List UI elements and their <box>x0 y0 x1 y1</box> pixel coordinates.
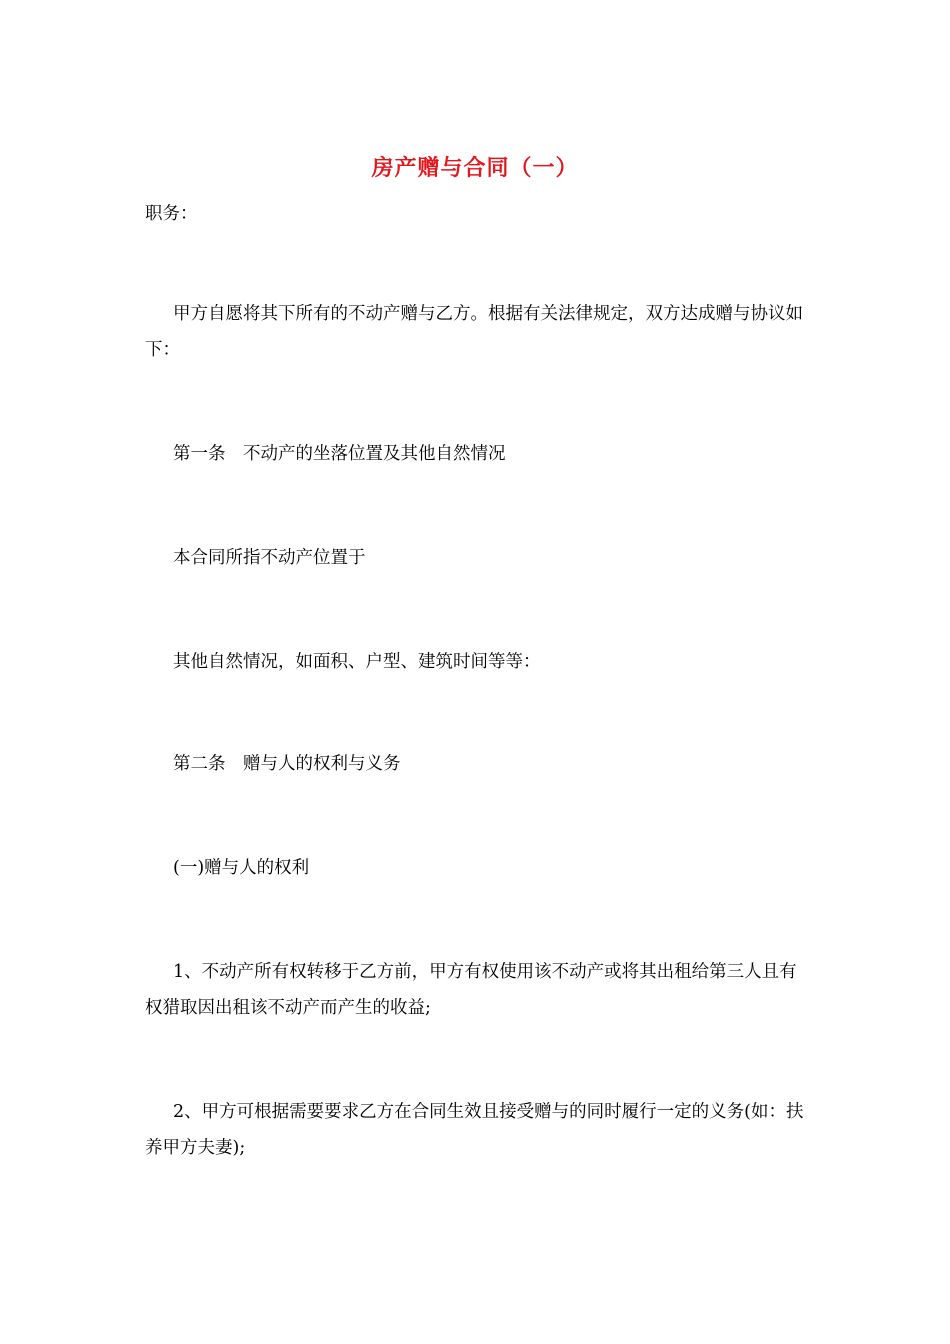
article-two-heading: 第二条 赠与人的权利与义务 <box>173 754 401 774</box>
section-donor-rights-heading: (一)赠与人的权利 <box>173 858 310 878</box>
clause-item-1: 1、不动产所有权转移于乙方前，甲方有权使用该不动产或将其出租给第三人且有权猎取因出租该不动产而产生的收益; <box>145 962 797 1018</box>
document-title: 房产赠与合同（一） <box>371 155 579 181</box>
clause-item-2: 2、甲方可根据需要要求乙方在合同生效且接受赠与的同时履行一定的义务(如：扶养甲方夫妻); <box>145 1102 804 1158</box>
article-one-heading: 第一条 不动产的坐落位置及其他自然情况 <box>173 444 506 464</box>
paragraph-location: 本合同所指不动产位置于 <box>173 548 366 568</box>
paragraph-position: 职务： <box>145 204 198 224</box>
paragraph-intro: 甲方自愿将其下所有的不动产赠与乙方。根据有关法律规定，双方达成赠与协议如下： <box>145 304 803 360</box>
paragraph-natural-conditions: 其他自然情况，如面积、户型、建筑时间等等： <box>173 652 541 672</box>
